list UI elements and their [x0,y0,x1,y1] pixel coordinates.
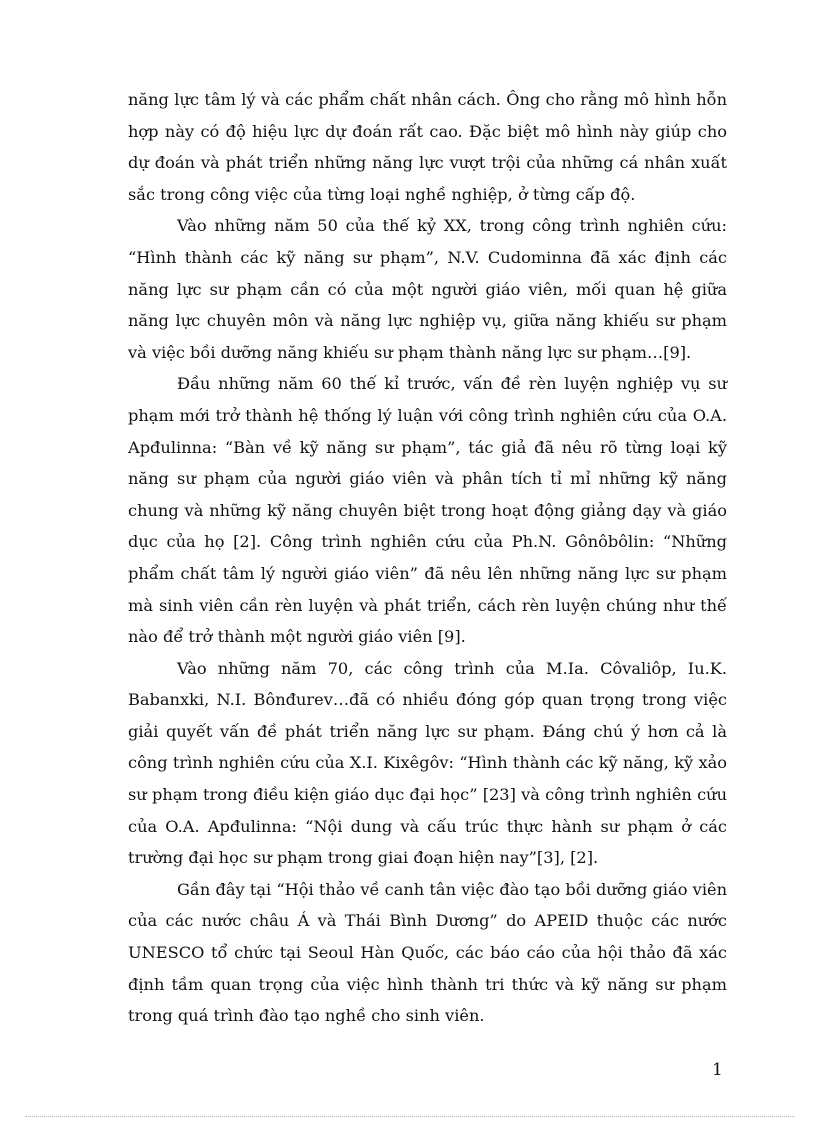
paragraph-5: Gần đây tại “Hội thảo về canh tân việc đào tạo bồi dưỡng giáo viên của các nước châu Á và Thái Bình Dương” do APEID thuộc các nước UNESCO tổ chức tại Seoul Hàn Quốc, các báo cáo của hội thảo đã xác định tầm quan trọng của việc hình thành tri thức và kỹ năng sư phạm trong quá trình đào tạo nghề cho sinh viên. [128,879,727,1026]
page-bottom-divider [25,1116,795,1117]
paragraph-1: năng lực tâm lý và các phẩm chất nhân cách. Ông cho rằng mô hình hỗn hợp này có độ hiệu lực dự đoán rất cao. Đặc biệt mô hình này giúp cho dự đoán và phát triển những năng lực vượt trội của những cá nhân xuất sắc trong công việc của từng loại nghề nghiệp, ở từng cấp độ. [128,90,727,204]
paragraph-3: Đầu những năm 60 thế kỉ trước, vấn đề rèn luyện nghiệp vụ sư phạm mới trở thành hệ thống lý luận với công trình nghiên cứu của O.A. Apđulinna: “Bàn về kỹ năng sư phạm”, tác giả đã nêu rõ từng loại kỹ năng sư phạm của người giáo viên và phân tích tỉ mỉ những kỹ năng chung và những kỹ năng chuyên biệt trong hoạt động giảng dạy và giáo dục của họ [2]. Công trình nghiên cứu của Ph.N. Gônôbôlin: “Những phẩm chất tâm lý người giáo viên” đã nêu lên những năng lực sư phạm mà sinh viên cần rèn luyện và phát triển, cách rèn luyện chúng như thế nào để trở thành một người giáo viên [9]. [128,374,727,647]
page-number: 1 [712,1060,723,1080]
paragraph-2: Vào những năm 50 của thế kỷ XX, trong công trình nghiên cứu: “Hình thành các kỹ năng sư phạm”, N.V. Cudominna đã xác định các năng lực sư phạm cần có của một người giáo viên, mối quan hệ giữa năng lực chuyên môn và năng lực nghiệp vụ, giữa năng khiếu sư phạm và việc bồi dưỡng năng khiếu sư phạm thành năng lực sư phạm…[9]. [128,216,727,362]
paragraph-4: Vào những năm 70, các công trình của M.Ia. Côvaliôp, Iu.K. Babanxki, N.I. Bônđurev…đã có nhiều đóng góp quan trọng trong việc giải quyết vấn đề phát triển năng lực sư phạm. Đáng chú ý hơn cả là công trình nghiên cứu của X.I. Kixêgôv: “Hình thành các kỹ năng, kỹ xảo sư phạm trong điều kiện giáo dục đại học” [23] và công trình nghiên cứu của O.A. Apđulinna: “Nội dung và cấu trúc thực hành sư phạm ở các trường đại học sư phạm trong giai đoạn hiện nay”[3], [2]. [128,658,727,868]
body-text [128,84,727,1032]
